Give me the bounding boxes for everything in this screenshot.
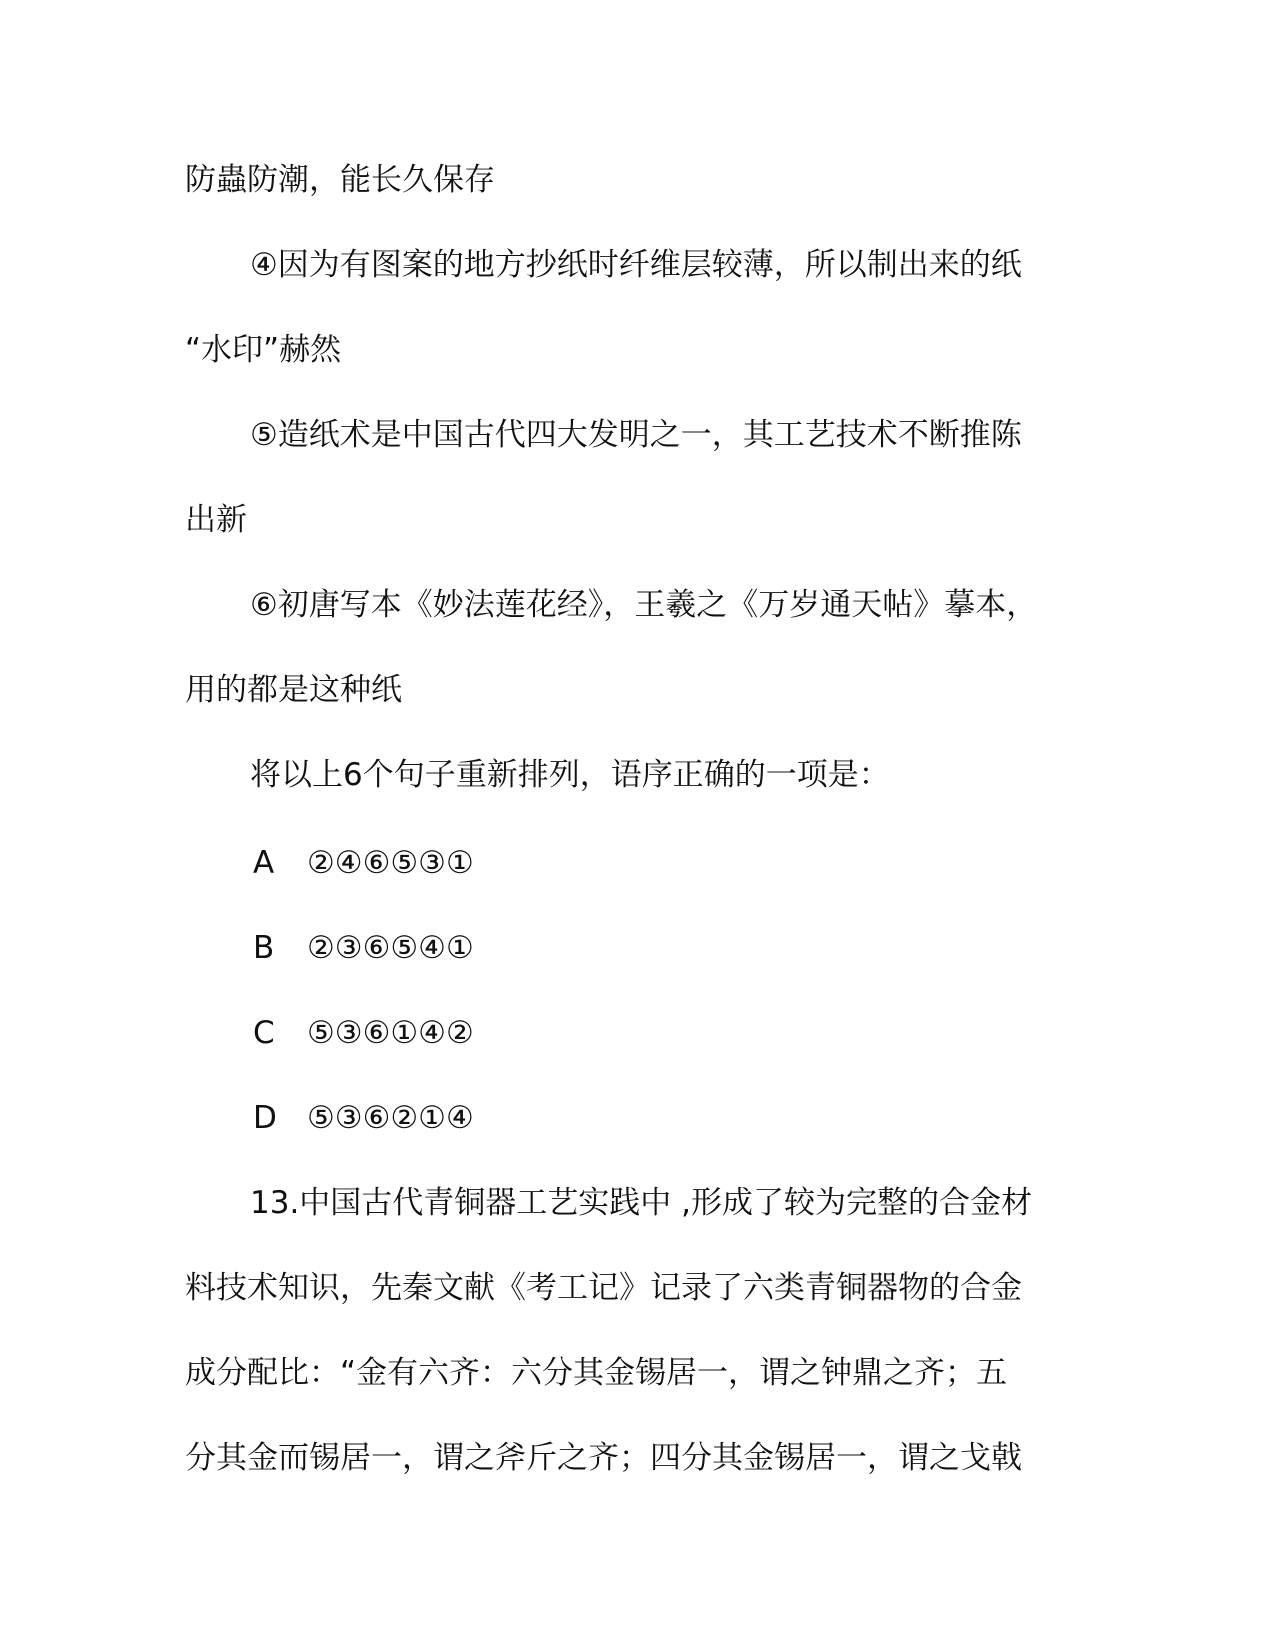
question-13-line-4: 分其金而锡居一，谓之斧斤之齐；四分其金锡居一，谓之戈戟	[185, 1440, 1022, 1476]
question-13-line-3: 成分配比：“金有六齐：六分其金锡居一，谓之钟鼎之齐；五	[185, 1355, 1008, 1391]
question-13-line-2: 料技术知识，先秦文献《考工记》记录了六类青铜器物的合金	[185, 1270, 1022, 1306]
text-line: 防蟲防潮，能长久保存	[185, 162, 495, 198]
sentence-6-line-1: ⑥初唐写本《妙法莲花经》，王羲之《万岁通天帖》摹本，	[250, 587, 1038, 623]
sentence-5-line-1: ⑤造纸术是中国古代四大发明之一，其工艺技术不断推陈	[250, 417, 1022, 453]
question-13-line-1: 13.中国古代青铜器工艺实践中 ,形成了较为完整的合金材	[250, 1185, 1033, 1221]
option-c	[253, 1013, 474, 1053]
option-letter: C	[253, 1015, 275, 1051]
question-prompt: 将以上6个句子重新排列，语序正确的一项是：	[250, 757, 890, 793]
sentence-4-line-2: “水印”赫然	[185, 332, 342, 368]
option-sequence: ⑤③⑥①④②	[307, 1015, 474, 1051]
option-letter: B	[253, 930, 275, 966]
option-sequence: ②④⑥⑤③①	[307, 845, 474, 881]
sentence-4-line-1: ④因为有图案的地方抄纸时纤维层较薄，所以制出来的纸	[250, 247, 1022, 283]
option-letter: A	[253, 845, 275, 881]
sentence-5-line-2: 出新	[185, 502, 247, 538]
sentence-6-line-2: 用的都是这种纸	[185, 672, 402, 708]
option-d	[253, 1098, 474, 1138]
option-sequence: ②③⑥⑤④①	[307, 930, 474, 966]
option-b	[253, 928, 474, 968]
option-sequence: ⑤③⑥②①④	[307, 1100, 474, 1136]
option-a	[253, 843, 474, 883]
option-letter: D	[253, 1100, 277, 1136]
